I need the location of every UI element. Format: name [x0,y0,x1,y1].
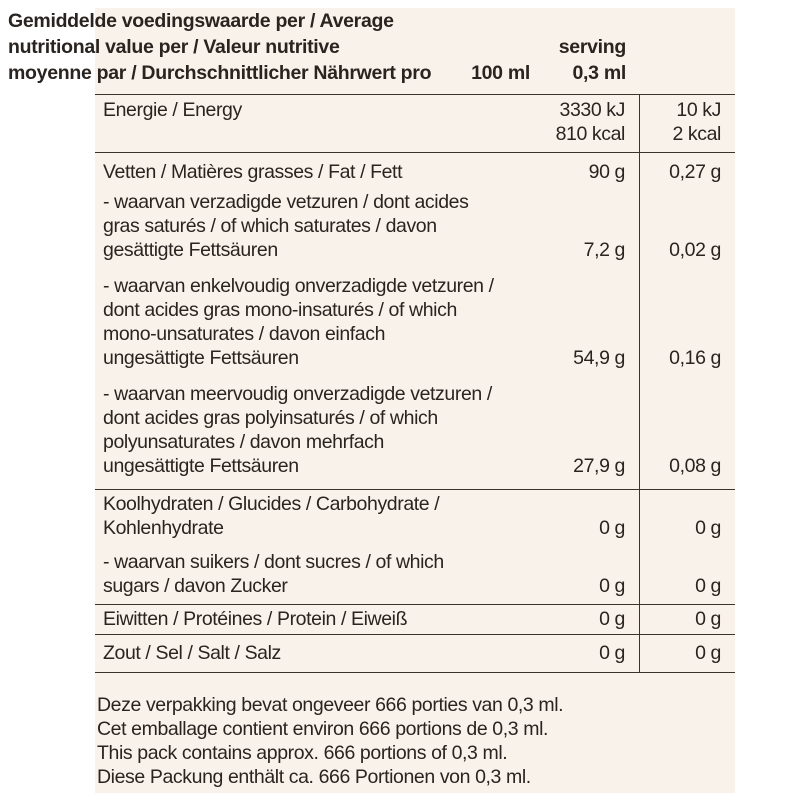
value-serving: 0,16 g [669,347,721,369]
value-100ml: 27,9 g [573,455,625,477]
row-label: ungesättigte Fettsäuren [103,347,299,369]
value-100ml: 0 g [599,575,625,597]
value-100ml: 810 kcal [555,123,625,145]
row-label: - waarvan verzadigde vetzuren / dont acides [103,191,469,213]
value-100ml: 0 g [599,517,625,539]
table-row [103,492,723,540]
row-label: polyunsaturates / davon mehrfach [103,431,384,453]
value-100ml: 3330 kJ [559,99,625,121]
row-label: ungesättigte Fettsäuren [103,455,299,477]
value-serving: 2 kcal [672,123,721,145]
value-serving: 0 g [695,608,721,630]
row-label: Eiwitten / Protéines / Protein / Eiweiß [103,608,408,630]
column-header-serving: serving [558,36,626,58]
column-header-serving-size: 0,3 ml [572,62,626,84]
value-100ml: 7,2 g [583,239,625,261]
value-serving: 10 kJ [676,99,721,121]
row-label: mono-unsaturates / davon einfach [103,323,386,345]
value-serving: 0 g [695,642,721,664]
value-serving: 0,08 g [669,455,721,477]
row-label: gesättigte Fettsäuren [103,239,278,261]
table-row [103,274,723,370]
row-label: Kohlenhydrate [103,517,224,539]
table-row [103,160,723,184]
row-label: Vetten / Matières grasses / Fat / Fett [103,161,403,183]
divider [95,672,735,673]
column-header-100ml: 100 ml [471,62,530,84]
row-label: Zout / Sel / Salt / Salz [103,642,281,664]
portions-note-line: This pack contains approx. 666 portions of 0,3 ml. [97,742,508,764]
value-serving: 0,02 g [669,239,721,261]
value-100ml: 90 g [588,161,625,183]
row-label: - waarvan enkelvoudig onverzadigde vetzuren / [103,275,494,297]
table-row [103,607,723,631]
row-label: Koolhydraten / Glucides / Carbohydrate / [103,493,440,515]
row-label: Energie / Energy [103,99,242,121]
table-row [103,190,723,262]
header-line: nutritional value per / Valeur nutritive [8,36,340,58]
value-serving: 0 g [695,575,721,597]
row-label: dont acides gras mono-insaturés / of which [103,299,457,321]
table-row [103,382,723,478]
portions-note-line: Deze verpakking bevat ongeveer 666 porties van 0,3 ml. [97,694,564,716]
table-header [8,8,628,86]
row-label: - waarvan suikers / dont sucres / of which [103,551,444,573]
row-label: sugars / davon Zucker [103,575,288,597]
value-100ml: 0 g [599,608,625,630]
value-100ml: 0 g [599,642,625,664]
row-label: - waarvan meervoudig onverzadigde vetzuren / [103,383,492,405]
row-label: dont acides gras polyinsaturés / of which [103,407,438,429]
portions-note [97,693,563,789]
table-row [103,98,723,145]
value-serving: 0,27 g [669,161,721,183]
value-serving: 0 g [695,517,721,539]
table-row [103,641,723,665]
table-row [103,550,723,598]
value-100ml: 54,9 g [573,347,625,369]
header-line: moyenne par / Durchschnittlicher Nährwert pro [8,62,432,84]
row-label: gras saturés / of which saturates / davon [103,215,437,237]
header-line: Gemiddelde voedingswaarde per / Average [8,10,394,32]
portions-note-line: Cet emballage contient environ 666 portions de 0,3 ml. [97,718,549,740]
portions-note-line: Diese Packung enthält ca. 666 Portionen von 0,3 ml. [97,766,531,788]
